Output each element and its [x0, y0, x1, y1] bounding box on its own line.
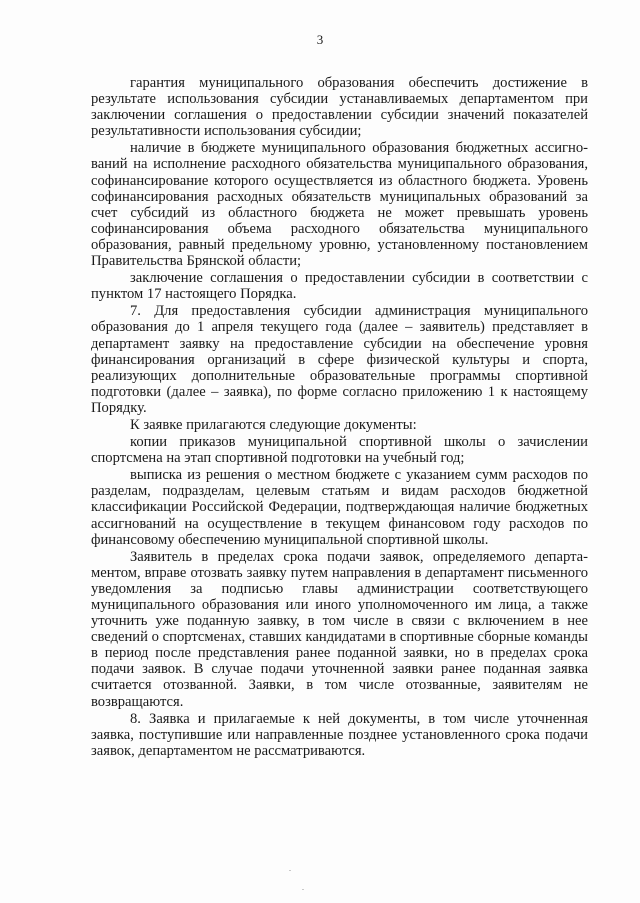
scan-speck — [302, 889, 304, 890]
page-number: 3 — [316, 32, 324, 47]
paragraph-guarantee: гарантия муниципального образования обеспечить достижение в результате использования субсидии устанавливаемых департаментом при заключении соглашения о предоставлении субсидии значений показателей результативности использования субсидии; — [91, 75, 588, 140]
body-text — [91, 75, 588, 759]
paragraph-documents-intro: К заявке прилагаются следующие документы: — [130, 416, 417, 433]
paragraph-order-copies: копии приказов муниципальной спортивной школы о зачислении спортсмена на этап спортивной подготовки на учебный год; — [91, 434, 588, 467]
paragraph-clause-8: 8. Заявка и прилагаемые к ней документы, в том числе уточненная заявка, поступившие или направленные позднее установленного срока подачи заявок, департаментом не рассматриваются. — [91, 710, 588, 759]
paragraph-budget-allocations: наличие в бюджете муниципального образования бюджетных ассигнований на исполнение расходного обязательства муниципального образования, софинансирование которого осуществляется из областного бюджета. Уровень софинансирования расходных обязательств муниципальных образований за счет субсидий из областного бюджета не может превышать уровень софинансирования объема расходного обязательства муниципального образования, равный предельному уровню, установленному постановлением Правительства Брянской области; — [91, 140, 588, 270]
paragraph-clause-7: 7. Для предоставления субсидии администрация муниципального образования до 1 апреля текущего года (далее – заявитель) представляет в департамент заявку на предоставление субсидии на обеспечение уровня финансирования организаций в сфере физической культуры и спорта, реализующих дополнительные образовательные программы спортивной подготовки (далее – заявка), по форме согласно приложению 1 к настоящему Порядку. — [91, 303, 588, 416]
scan-speck — [289, 870, 291, 871]
paragraph-withdrawal: Заявитель в пределах срока подачи заявок, определяемого департаментом, вправе отозвать заявку путем направления в департамент письменного уведомления за подписью главы администрации соответствующего муниципального образования или иного уполномоченного им лица, а также уточнить уже поданную заявку, в том числе в связи с включением в нее сведений о спортсменах, ставших кандидатами в спортивные сборные команды в период после представления ранее поданной заявки, но в пределах срока подачи заявок. В случае подачи уточненной заявки ранее поданная заявка считается отозванной. Заявки, в том числе отозванные, заявителям не возвращаются. — [91, 548, 588, 710]
paragraph-budget-extract: выписка из решения о местном бюджете с указанием сумм расходов по разделам, подразделам, целевым статьям и видам расходов бюджетной классификации Российской Федерации, подтверждающая наличие бюджетных ассигнований на осуществление в текущем финансовом году расходов по финансовому обеспечению муниципальной спортивной школы. — [91, 467, 588, 548]
paragraph-agreement: заключение соглашения о предоставлении субсидии в соответствии с пунктом 17 настоящего Порядка. — [91, 270, 588, 303]
